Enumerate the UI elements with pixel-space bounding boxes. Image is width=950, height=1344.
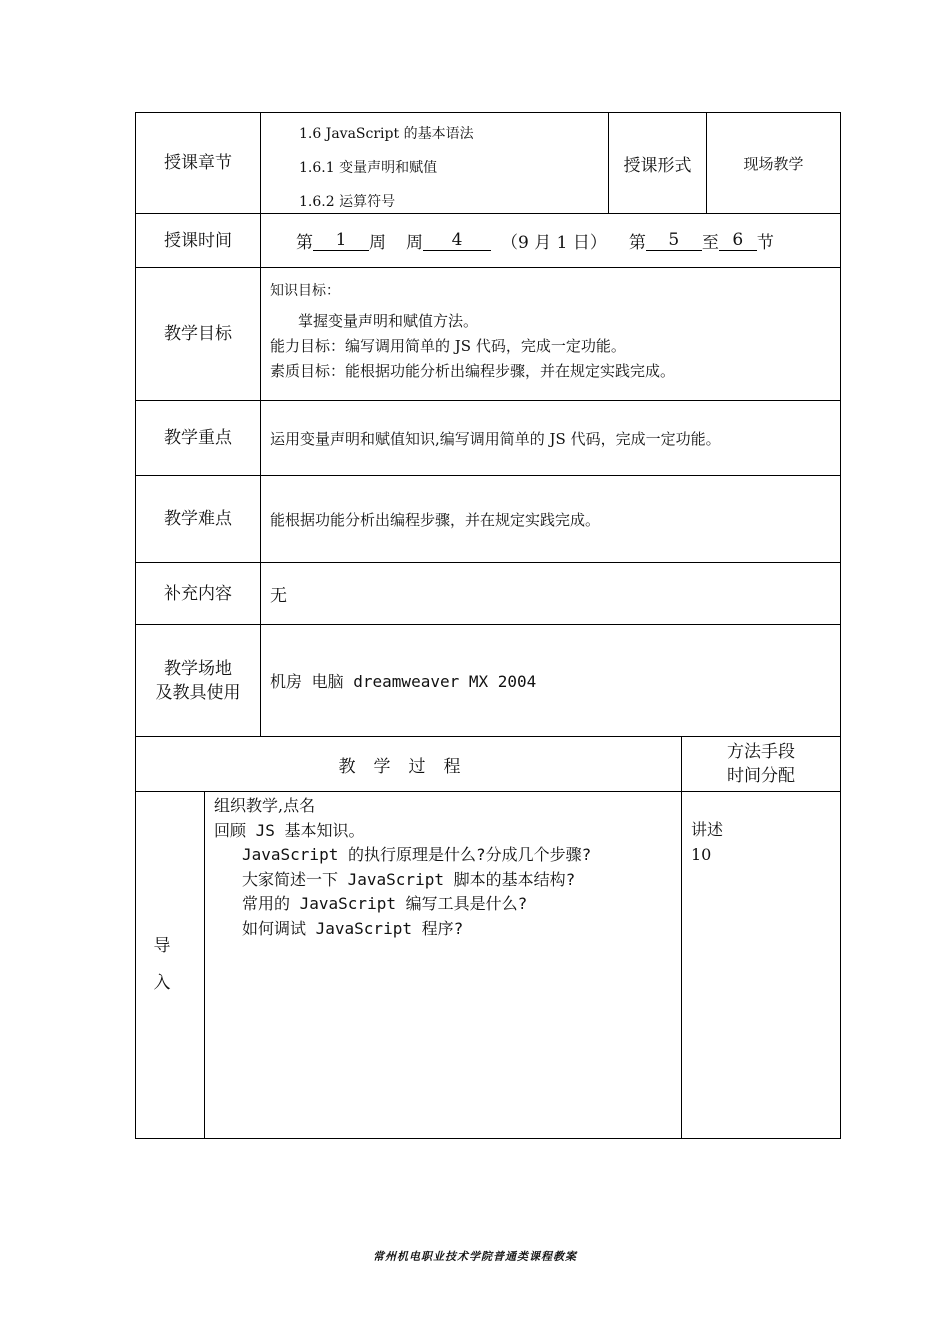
ability-objective: 能力目标：编写调用简单的 JS 代码，完成一定功能。 [270,337,626,355]
row-difficulties [135,475,841,562]
venue-label-line1: 教学场地 [164,658,232,679]
period-end: 6 [719,230,757,251]
teaching-mode-label: 授课形式 [609,113,707,213]
page-footer: 常州机电职业技术学院普通类课程教案 [373,1250,577,1263]
intro-line: JavaScript 的执行原理是什么?分成几个步骤? [242,845,592,864]
schedule-di: 第 [296,233,313,253]
method-header-line1: 方法手段 [727,742,795,762]
knowledge-title: 知识目标： [270,283,340,299]
schedule-di2: 第 [628,233,646,253]
method-header [682,737,840,791]
row-process-header [135,736,841,791]
intro-line: 大家简述一下 JavaScript 脚本的基本结构? [242,869,576,889]
row-intro [135,791,841,1139]
row-key-points [135,400,841,475]
intro-minutes: 10 [691,845,712,864]
key-points-text: 运用变量声明和赋值知识,编写调用简单的 JS 代码，完成一定功能。 [270,429,721,448]
intro-line: 组织教学,点名 [214,796,316,815]
row-venue [135,624,841,736]
intro-method-text: 讲述 [691,820,724,839]
objectives-label: 教学目标 [136,268,261,400]
chapter-item: 1.6.1 变量声明和赋值 [299,160,438,176]
row-schedule [135,213,841,267]
schedule-date: （9 月 1 日） [501,233,607,253]
row-objectives [135,267,841,400]
schedule-zhou2: 周 [406,233,423,253]
intro-side-label [136,792,205,1138]
week-number: 1 [313,230,369,251]
course-section-label: 授课章节 [136,113,261,213]
teaching-mode-value: 现场教学 [743,154,804,173]
venue-label [136,625,261,736]
difficulties-label: 教学难点 [136,476,261,562]
schedule-value [261,214,840,267]
schedule-zhou: 周 [369,233,386,253]
intro-line: 回顾 JS 基本知识。 [214,820,365,840]
schedule-jie: 节 [756,233,774,253]
venue-text: 机房 电脑 dreamweaver MX 2004 [270,672,537,691]
difficulties-text: 能根据功能分析出编程步骤，并在规定实践完成。 [270,510,601,529]
row-supplement [135,562,841,624]
process-header: 教学过程 [136,737,682,791]
intro-content [205,792,682,1138]
knowledge-text: 掌握变量声明和赋值方法。 [298,312,479,330]
lesson-plan-table [135,112,841,1139]
intro-side-char: 入 [153,973,171,993]
intro-method [682,792,840,1138]
intro-side-char: 导 [153,936,171,956]
period-start: 5 [646,230,702,251]
quality-objective: 素质目标：能根据功能分析出编程步骤，并在规定实践完成。 [270,362,676,380]
objectives-value [261,268,840,400]
schedule-label: 授课时间 [136,214,261,267]
venue-label-line2: 及教具使用 [155,682,241,703]
weekday: 4 [423,230,491,251]
supplement-label: 补充内容 [136,563,261,624]
intro-line: 常用的 JavaScript 编写工具是什么? [242,894,528,913]
supplement-text: 无 [270,586,287,606]
chapter-item: 1.6.2 运算符号 [299,194,396,210]
method-header-line2: 时间分配 [727,766,795,786]
key-points-label: 教学重点 [136,401,261,475]
row-course-section [135,112,841,213]
schedule-zhi: 至 [701,233,719,253]
chapter-list [261,113,609,213]
intro-line: 如何调试 JavaScript 程序? [242,918,464,938]
chapter-item: 1.6 JavaScript 的基本语法 [299,126,474,142]
